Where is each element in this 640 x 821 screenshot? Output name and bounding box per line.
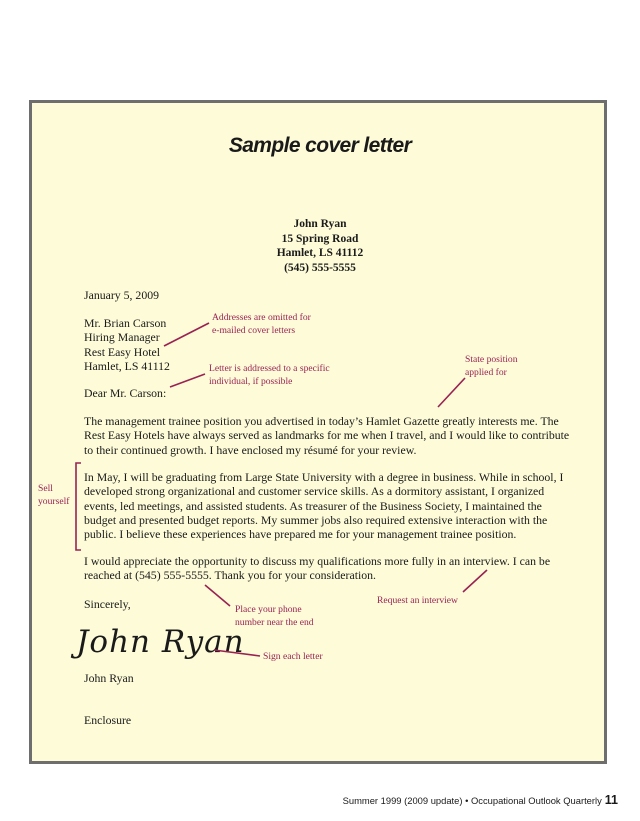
annotation-line: yourself xyxy=(38,496,70,507)
annotation-line: State position xyxy=(465,354,518,365)
recipient-line: Hiring Manager xyxy=(84,330,160,345)
recipient-line: Hamlet, LS 41112 xyxy=(84,358,170,373)
annotation-line: individual, if possible xyxy=(209,376,293,387)
footer-text: Summer 1999 (2009 update) • Occupational Outlook Quarterly xyxy=(342,795,602,806)
recipient-line: Rest Easy Hotel xyxy=(84,344,161,359)
page-title: Sample cover letter xyxy=(228,134,412,157)
letter-date: January 5, 2009 xyxy=(84,288,160,302)
sender-city: Hamlet, LS 41112 xyxy=(276,247,364,259)
annotation-request-interview: Request an interview xyxy=(377,595,458,606)
annotation-line: Place your phone xyxy=(235,604,302,615)
handwritten-signature: John Ryan xyxy=(76,624,245,660)
annotation-line: number near the end xyxy=(235,617,314,628)
page-number: 11 xyxy=(604,793,618,807)
annotation-sell-yourself xyxy=(38,482,69,508)
page-footer xyxy=(343,793,618,807)
recipient-line: Mr. Brian Carson xyxy=(84,316,167,330)
sender-street: 15 Spring Road xyxy=(281,232,359,245)
annotation-line: Sell xyxy=(38,483,53,494)
typed-name: John Ryan xyxy=(84,671,134,685)
paragraph-sell: In May, I will be graduating from Large State University with a degree in business. While in school, I developed strong organizational and customer service skills. As a dormitory assistant, I organized events, led meetings, and assisted students. As treasurer of the Business Society, I maintained the budget and presented budget reports. My summer jobs also required extensive interaction with the public. I believe these experiences have prepared me for your management trainee position. xyxy=(84,470,564,542)
enclosure: Enclosure xyxy=(84,713,132,727)
sender-name: John Ryan xyxy=(293,218,347,230)
annotation-state-position xyxy=(465,353,518,379)
sender-block xyxy=(220,217,420,275)
paragraph-intro: The management trainee position you advertised in today’s Hamlet Gazette greatly interests me. The Rest Easy Hotels have always served as landmarks for me when I travel, and I would like to contribute to their continued growth. I have enclosed my résumé for your review. xyxy=(84,414,570,457)
annotation-addresses-omitted xyxy=(212,311,311,337)
paragraph-closing: I would appreciate the opportunity to discuss my qualifications more fully in an interview. I can be reached at (545) 555-5555. Thank you for your consideration. xyxy=(84,554,551,583)
annotation-sign-letter: Sign each letter xyxy=(263,651,323,662)
closing: Sincerely, xyxy=(84,597,131,611)
sender-phone: (545) 555-5555 xyxy=(284,261,356,274)
salutation: Dear Mr. Carson: xyxy=(84,386,167,400)
annotation-phone-end xyxy=(235,603,314,629)
annotation-line: Addresses are omitted for xyxy=(212,312,311,323)
recipient-block xyxy=(84,316,170,373)
annotation-line: applied for xyxy=(465,367,507,378)
annotation-addressed-specific xyxy=(209,362,330,388)
annotation-line: Letter is addressed to a specific xyxy=(209,363,330,374)
annotation-line: e-mailed cover letters xyxy=(212,325,296,336)
